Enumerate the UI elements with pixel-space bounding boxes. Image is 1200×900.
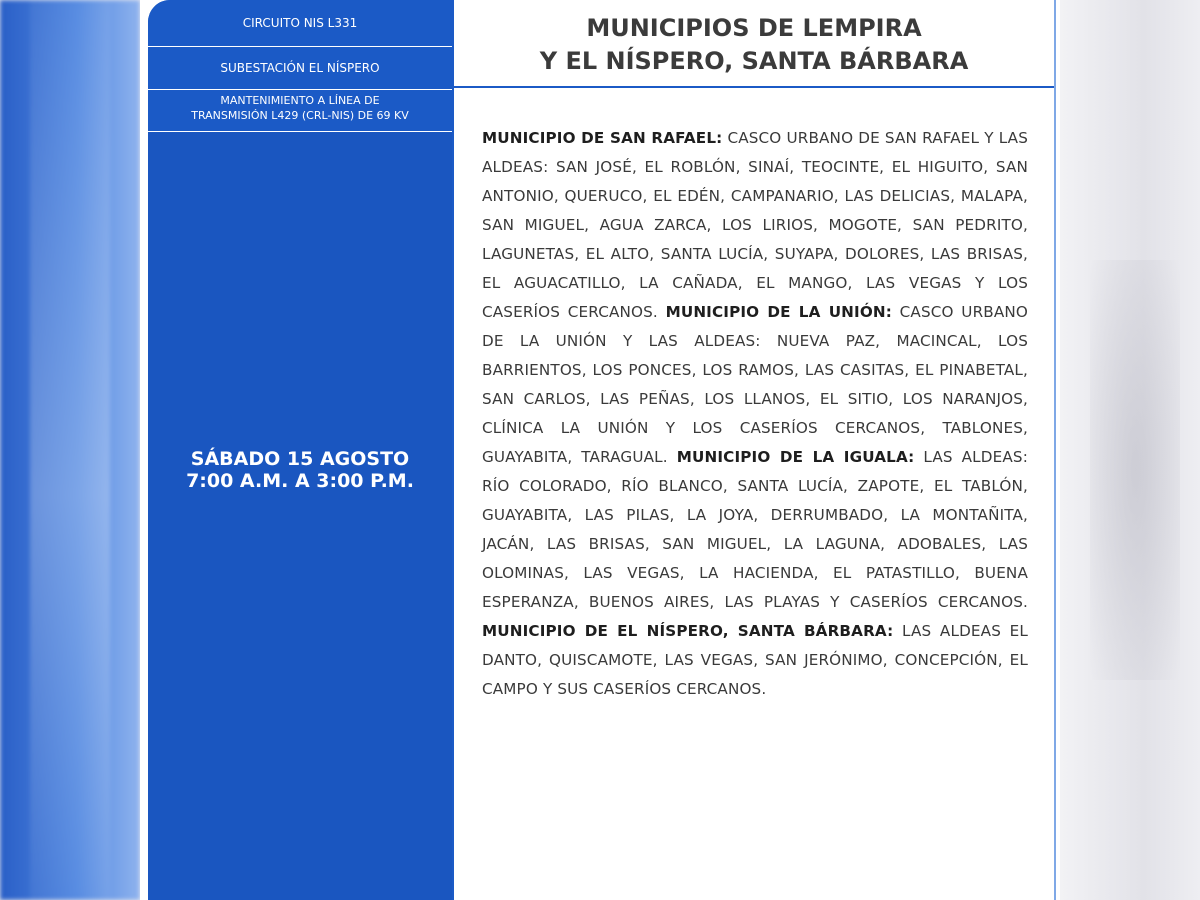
municipality-heading: MUNICIPIO DE LA IGUALA: xyxy=(676,448,915,466)
municipality-areas: CASCO URBANO DE SAN RAFAEL Y LAS ALDEAS: SAN JOSÉ, EL ROBLÓN, SINAÍ, TEOCINTE, EL HIGUITO, SAN ANTONIO, QUERUCO, EL EDÉN, CAMPANARIO, LAS DELICIAS, MALAPA, SAN MIGUEL, AGUA ZARCA, LOS LIRIOS, MOGOTE, SAN PEDRITO, LAGUNETAS, EL ALTO, SANTA LUCÍA, SUYAPA, DOLORES, LAS BRISAS, EL AGUACATILLO, LA CAÑADA, EL MANGO, LAS VEGAS Y LOS CASERÍOS CERCANOS. xyxy=(482,129,1028,321)
municipality-heading: MUNICIPIO DE SAN RAFAEL: xyxy=(482,129,723,147)
right-content-panel xyxy=(452,0,1056,900)
municipality-heading: MUNICIPIO DE EL NÍSPERO, SANTA BÁRBARA: xyxy=(482,622,894,640)
affected-areas-text xyxy=(452,88,1056,704)
blurred-background-right xyxy=(1060,0,1200,900)
municipality-heading: MUNICIPIO DE LA UNIÓN: xyxy=(665,303,892,321)
page-title-heading xyxy=(452,12,1056,78)
blurred-background-left xyxy=(0,0,140,900)
schedule-time: 7:00 A.M. A 3:00 P.M. xyxy=(186,470,414,492)
municipality-areas: LAS ALDEAS: RÍO COLORADO, RÍO BLANCO, SANTA LUCÍA, ZAPOTE, EL TABLÓN, GUAYABITA, LAS PILAS, LA JOYA, DERRUMBADO, LA MONTAÑITA, JACÁN, LAS BRISAS, SAN MIGUEL, LA LAGUNA, ADOBALES, LAS OLOMINAS, LAS VEGAS, LA HACIENDA, EL PATASTILLO, BUENA ESPERANZA, BUENOS AIRES, LAS PLAYAS Y CASERÍOS CERCANOS. xyxy=(482,448,1028,611)
title-line-1: MUNICIPIOS DE LEMPIRA xyxy=(586,14,922,42)
maintenance-line-2: TRANSMISIÓN L429 (CRL-NIS) DE 69 KV xyxy=(191,109,409,122)
outage-notice-poster xyxy=(140,0,1060,900)
municipality-areas: CASCO URBANO DE LA UNIÓN Y LAS ALDEAS: NUEVA PAZ, MACINCAL, LOS BARRIENTOS, LOS PONCES, LOS RAMOS, LAS CASITAS, EL PINABETAL, SAN CARLOS, LAS PEÑAS, LOS LLANOS, EL SITIO, LOS NARANJOS, CLÍNICA LA UNIÓN Y LOS CASERÍOS CERCANOS, TABLONES, GUAYABITA, TARAGUAL. xyxy=(482,303,1029,466)
substation-label: SUBESTACIÓN EL NÍSPERO xyxy=(148,47,452,90)
schedule-date: SÁBADO 15 AGOSTO xyxy=(190,448,410,470)
schedule-block xyxy=(148,448,452,492)
circuit-label: CIRCUITO NIS L331 xyxy=(148,0,452,47)
page-title xyxy=(452,0,1056,88)
maintenance-label xyxy=(148,90,452,132)
title-line-2: Y EL NÍSPERO, SANTA BÁRBARA xyxy=(539,47,969,75)
maintenance-line-1: MANTENIMIENTO A LÍNEA DE xyxy=(220,94,380,107)
municipality-areas: LAS ALDEAS EL DANTO, QUISCAMOTE, LAS VEGAS, SAN JERÓNIMO, CONCEPCIÓN, EL CAMPO Y SUS CASERÍOS CERCANOS. xyxy=(482,622,1028,698)
left-info-panel xyxy=(148,0,452,900)
